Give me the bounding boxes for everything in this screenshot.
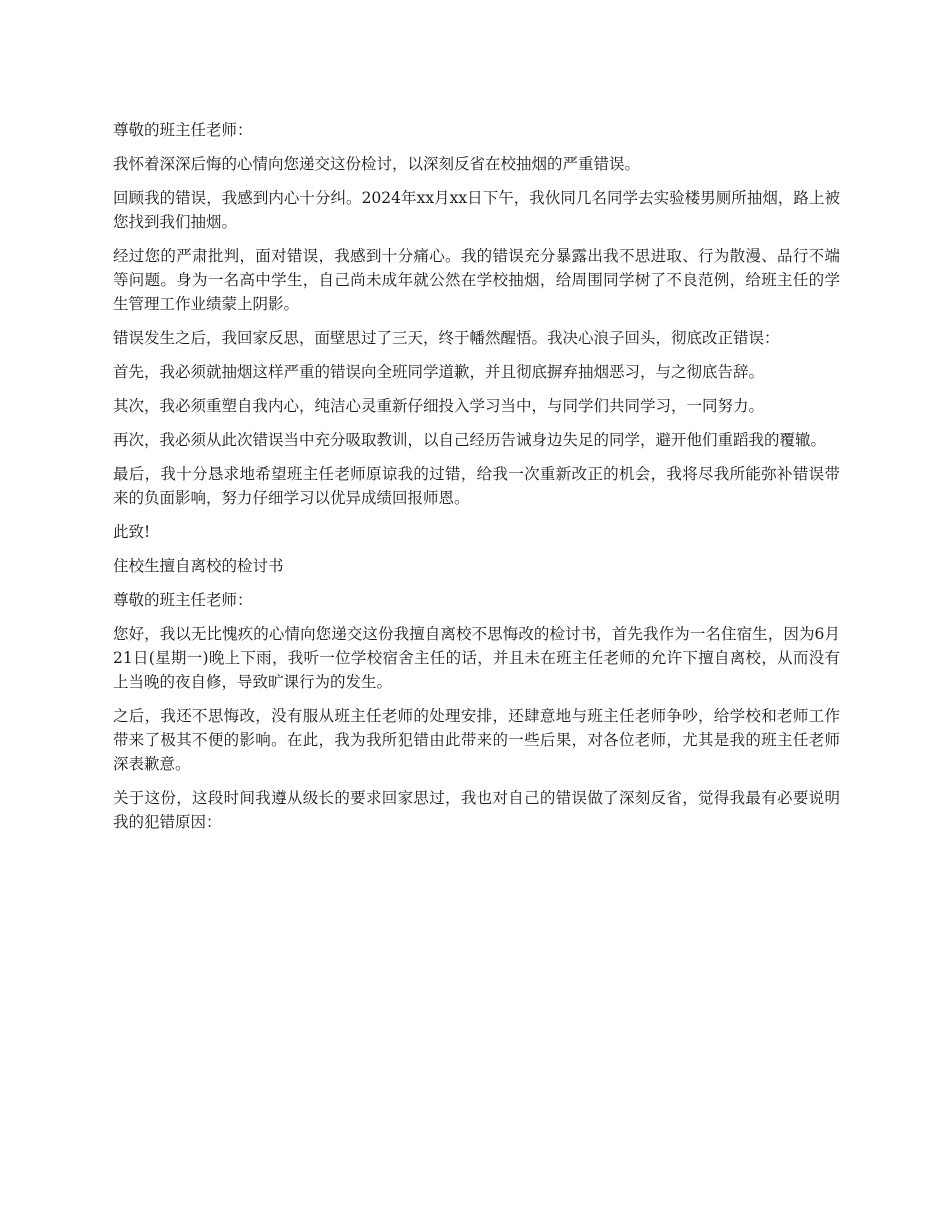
paragraph-second: 其次，我必须重塑自我内心，纯洁心灵重新仔细投入学习当中，与同学们共同学习，一同努力。 xyxy=(113,397,765,415)
closing: 此致! xyxy=(113,523,151,541)
paragraph-greeting: 您好，我以无比愧疚的心情向您递交这份我擅自离校不思悔改的检讨书，首先我作为一名住宿生，因为6月21日(星期一)晚上下雨，我听一位学校宿舍主任的话，并且未在班主任老师的允许下擅自离校，从而没有上当晚的夜自修，导致旷课行为的发生。 xyxy=(113,625,840,691)
section-title: 住校生擅自离校的检讨书 xyxy=(113,557,284,575)
paragraph-afterwards: 之后，我还不思悔改，没有服从班主任老师的处理安排，还肆意地与班主任老师争吵，给学校和老师工作带来了极其不便的影响。在此，我为我所犯错由此带来的一些后果，对各位老师，尤其是我的班主任老师深表歉意。 xyxy=(113,707,840,773)
paragraph-resolve: 错误发生之后，我回家反思，面壁思过了三天，终于幡然醒悟。我决心浪子回头，彻底改正错误： xyxy=(113,329,780,347)
salutation: 尊敬的班主任老师： xyxy=(113,121,253,139)
paragraph-reasons: 关于这份，这段时间我遵从级长的要求回家思过，我也对自己的错误做了深刻反省，觉得我最有必要说明我的犯错原因： xyxy=(113,789,840,831)
paragraph-review: 回顾我的错误，我感到内心十分纠。2024年xx月xx日下午，我伙同几名同学去实验楼男厕所抽烟，路上被您找到我们抽烟。 xyxy=(113,189,840,231)
paragraph-reflection: 经过您的严肃批判，面对错误，我感到十分痛心。我的错误充分暴露出我不思进取、行为散漫、品行不端等问题。身为一名高中学生，自己尚未成年就公然在学校抽烟，给周围同学树了不良范例，给班主任的学生管理工作业绩蒙上阴影。 xyxy=(113,247,840,313)
paragraph-first: 首先，我必须就抽烟这样严重的错误向全班同学道歉，并且彻底摒弃抽烟恶习，与之彻底告辞。 xyxy=(113,363,765,381)
document-body xyxy=(113,118,840,844)
paragraph-intro: 我怀着深深后悔的心情向您递交这份检讨，以深刻反省在校抽烟的严重错误。 xyxy=(113,155,641,173)
paragraph-third: 再次，我必须从此次错误当中充分吸取教训，以自己经历告诫身边失足的同学，避开他们重蹈我的覆辙。 xyxy=(113,431,827,449)
salutation-2: 尊敬的班主任老师： xyxy=(113,591,253,609)
paragraph-finally: 最后，我十分恳求地希望班主任老师原谅我的过错，给我一次重新改正的机会，我将尽我所能弥补错误带来的负面影响，努力仔细学习以优异成绩回报师恩。 xyxy=(113,465,840,507)
